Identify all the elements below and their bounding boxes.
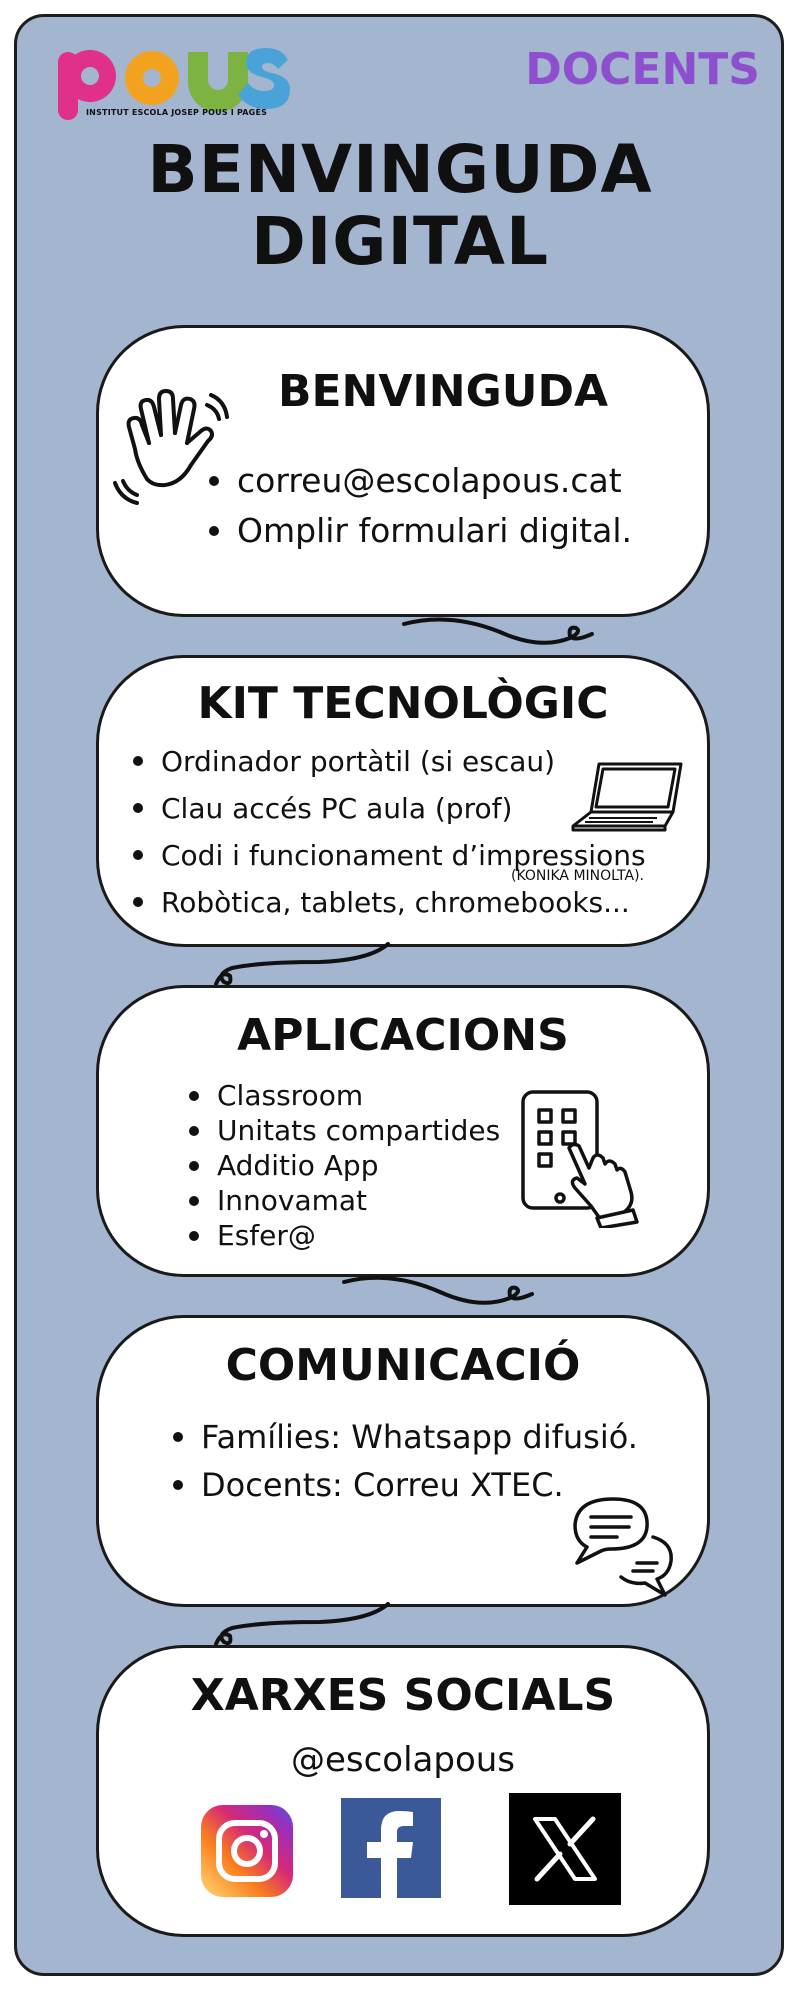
page-title-line1: BENVINGUDA — [147, 131, 653, 208]
list-item: Esfer@ — [185, 1218, 500, 1253]
tech-kit-title: KIT TECNOLÒGIC — [197, 678, 609, 729]
list-item: Robòtica, tablets, chromebooks... — [129, 879, 646, 926]
welcome-title: BENVINGUDA — [277, 366, 609, 417]
list-item: Famílies: Whatsapp difusió. — [169, 1413, 638, 1461]
social-title: XARXES SOCIALS — [190, 1670, 616, 1721]
social-card — [96, 1645, 710, 1937]
laptop-icon — [569, 758, 689, 838]
facebook-icon[interactable] — [341, 1798, 441, 1898]
apps-card — [96, 985, 710, 1277]
list-item: Additio App — [185, 1148, 500, 1183]
list-item: Classroom — [185, 1078, 500, 1113]
communication-title: COMUNICACIÓ — [225, 1340, 581, 1391]
welcome-card — [96, 325, 710, 617]
page-title-line2: DIGITAL — [250, 203, 550, 280]
list-item: Ordinador portàtil (si escau) — [129, 738, 646, 785]
apps-list — [185, 1078, 500, 1253]
audience-label: DOCENTS — [525, 44, 760, 95]
list-item: Unitats compartides — [185, 1113, 500, 1148]
list-item: Omplir formulari digital. — [205, 506, 632, 556]
tablet-touch-icon — [517, 1088, 647, 1228]
list-item: Codi i funcionament d’impressions — [129, 832, 646, 879]
x-icon[interactable] — [509, 1793, 621, 1905]
list-item: Clau accés PC aula (prof) — [129, 785, 646, 832]
list-item: correu@escolapous.cat — [205, 456, 632, 506]
apps-title: APLICACIONS — [237, 1010, 569, 1061]
logo-subtitle: INSTITUT ESCOLA JOSEP POUS I PAGÈS — [86, 108, 268, 117]
social-handle: @escolapous — [290, 1740, 516, 1780]
welcome-list — [205, 456, 632, 556]
communication-card — [96, 1315, 710, 1607]
printer-note: (KONIKA MINOLTA). — [511, 868, 644, 884]
tech-kit-card — [96, 655, 710, 947]
list-item: Innovamat — [185, 1183, 500, 1218]
instagram-icon[interactable] — [199, 1803, 295, 1899]
list-item: Docents: Correu XTEC. — [169, 1461, 638, 1509]
chat-bubbles-icon — [561, 1493, 681, 1603]
